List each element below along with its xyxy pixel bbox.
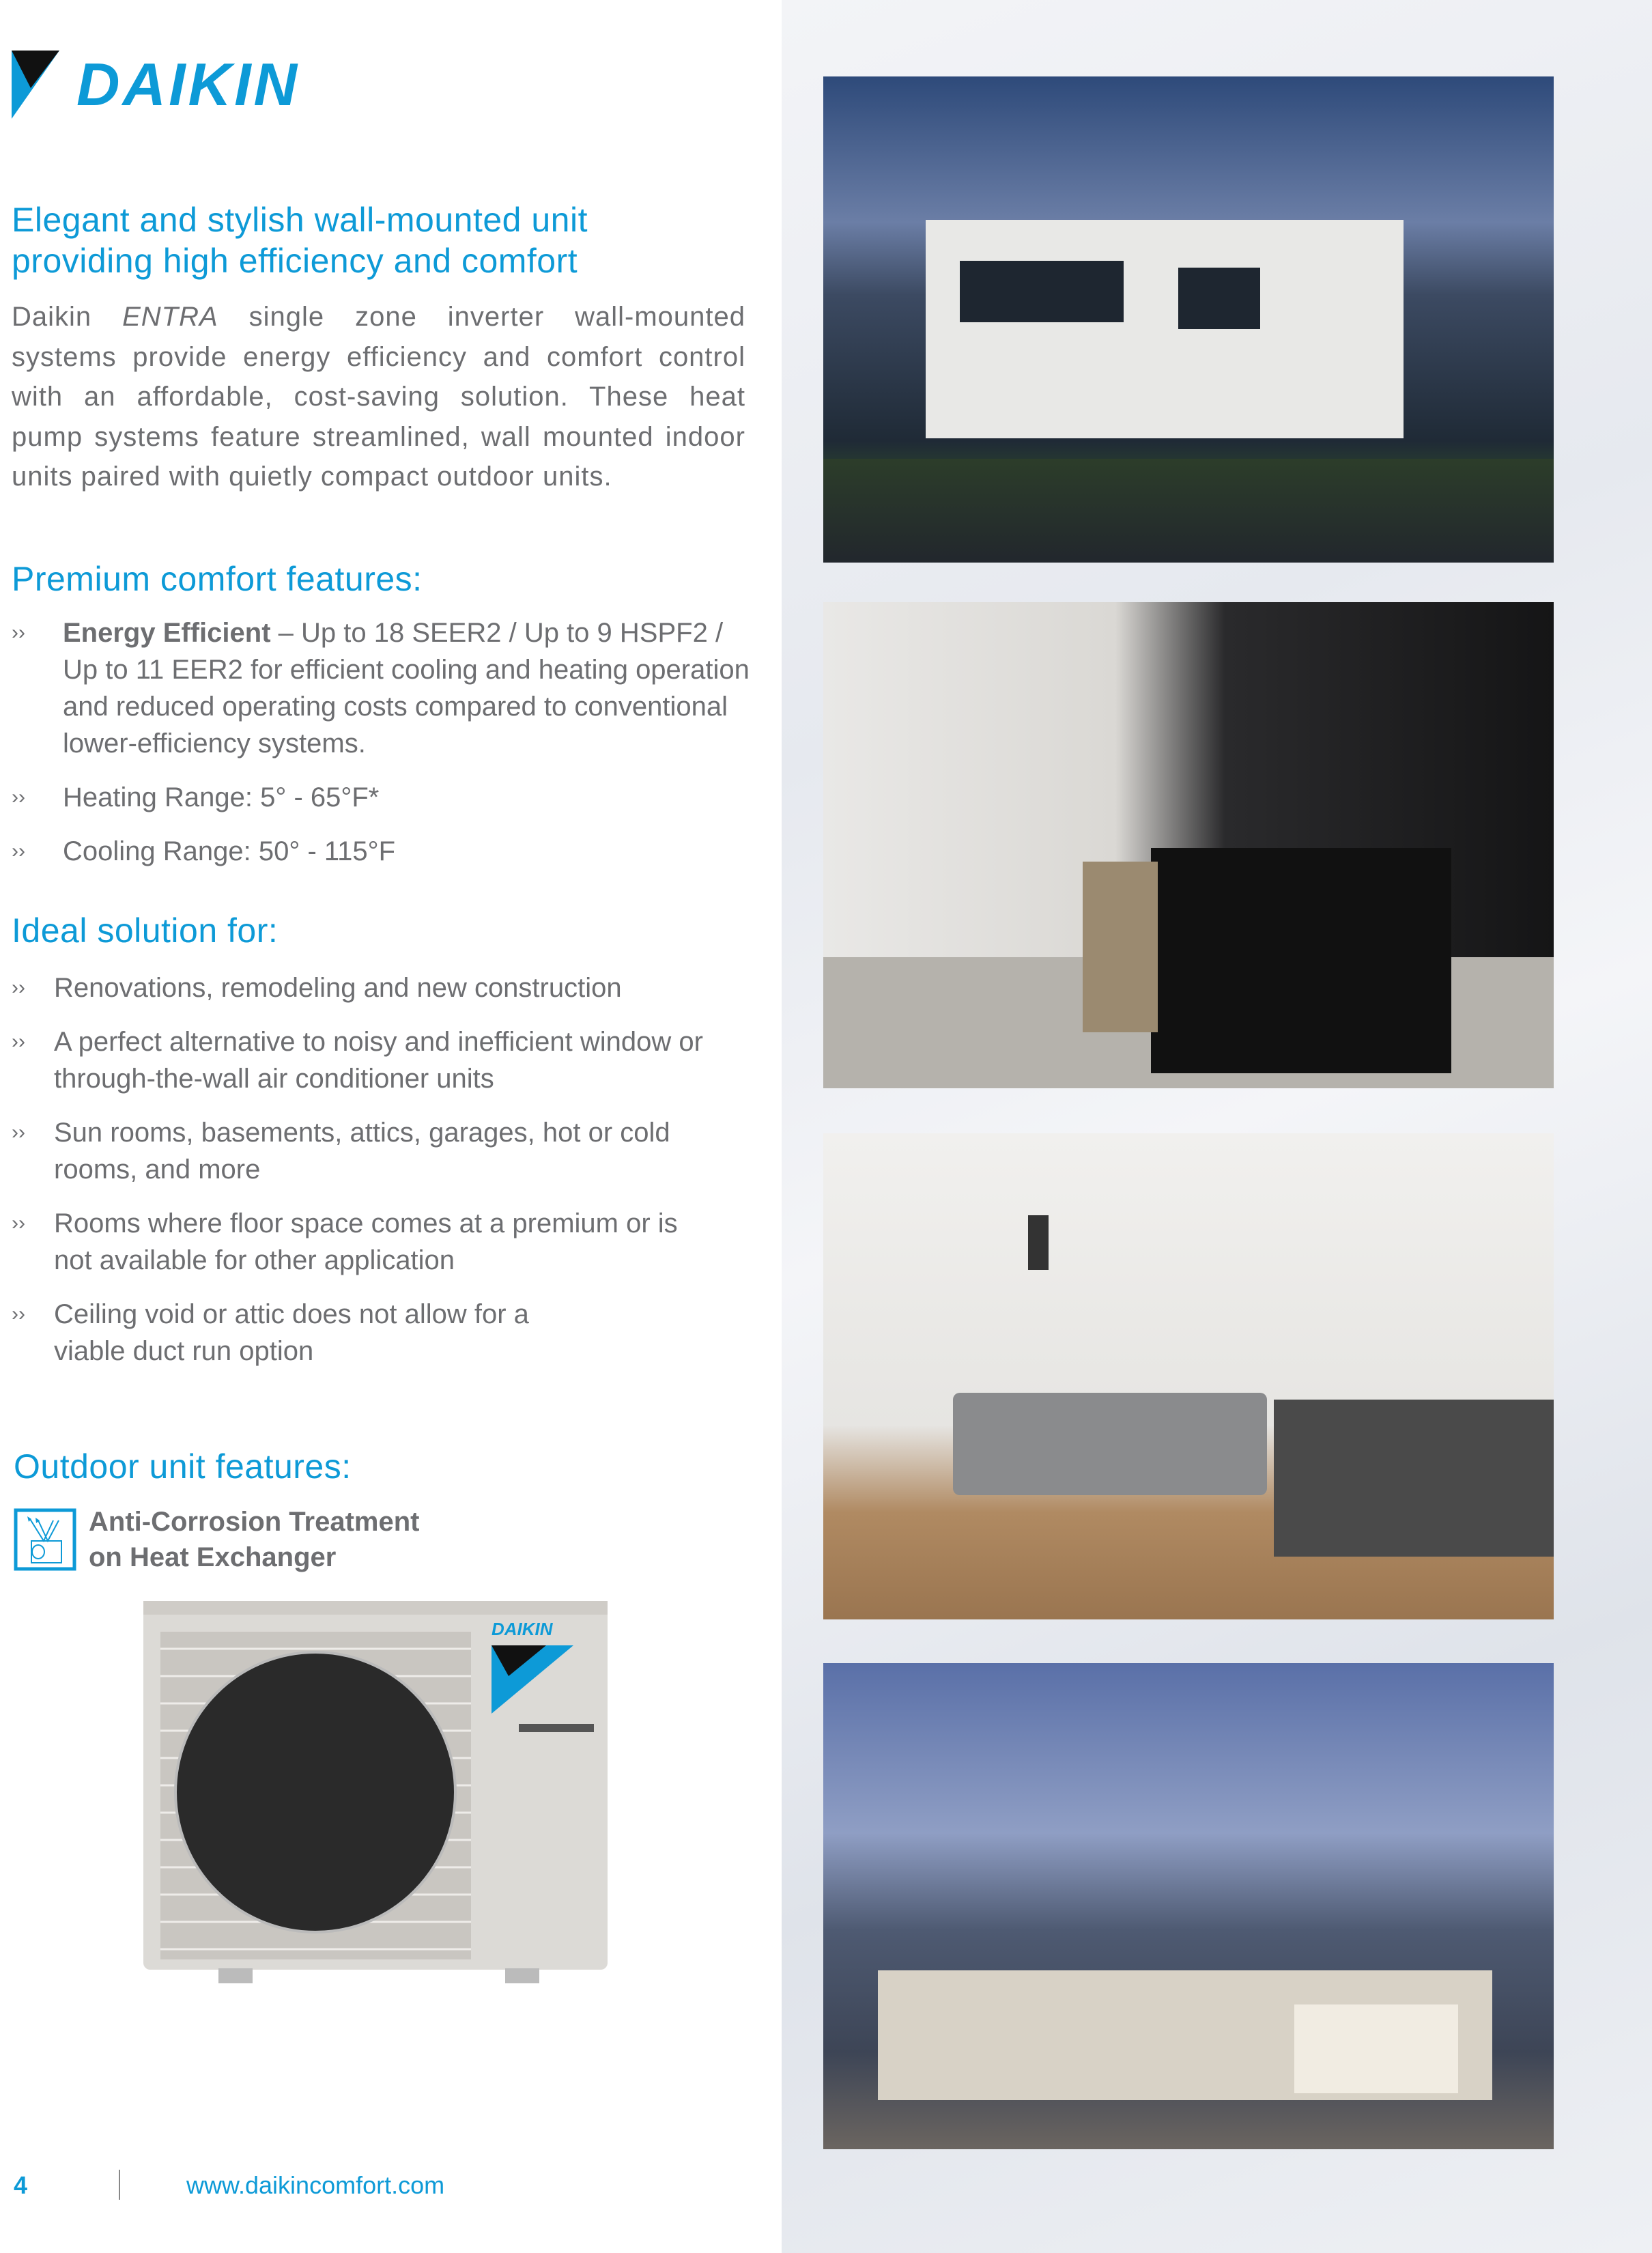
- list-item: ›› Ceiling void or attic does not allow for a viable duct run option: [12, 1299, 529, 1366]
- photo-living-room: [823, 1133, 1554, 1619]
- anti-corrosion-label: Anti-Corrosion Treatment on Heat Exchanger: [89, 1507, 420, 1572]
- svg-text:DAIKIN: DAIKIN: [76, 51, 300, 118]
- outdoor-unit-image: [137, 1594, 614, 1990]
- list-item: ›› Energy Efficient – Up to 18 SEER2 / Up to 9 HSPF2 / Up to 11 EER2 for efficient cooling and heating operation and reduced operating costs compared to conventional lower-efficiency systems.: [12, 618, 750, 759]
- website-link[interactable]: www.daikincomfort.com: [186, 2171, 445, 2199]
- headline: Elegant and stylish wall-mounted unit providing high efficiency and comfort: [12, 201, 588, 280]
- photo-suburban-house: [823, 1663, 1554, 2149]
- outdoor-title: Outdoor unit features:: [14, 1447, 352, 1486]
- list-item: ›› A perfect alternative to noisy and inefficient window or through-the-wall air conditioner units: [12, 1027, 703, 1094]
- list-item: ›› Rooms where floor space comes at a premium or is not available for other application: [12, 1208, 678, 1275]
- page-number: 4: [14, 2171, 28, 2199]
- svg-text:DAIKIN: DAIKIN: [492, 1619, 553, 1639]
- ideal-title: Ideal solution for:: [12, 911, 279, 950]
- intro-paragraph: Daikin ENTRA single zone inverter wall-mounted systems provide energy efficiency and comfort control with an affordable, cost-saving solution. These heat pump systems feature streamlined, wall mounted indoor units paired with quietly compact outdoor units.: [12, 302, 745, 492]
- premium-list: [12, 614, 752, 887]
- daikin-logo: [12, 51, 346, 119]
- list-item: ›› Sun rooms, basements, attics, garages, hot or cold rooms, and more: [12, 1118, 670, 1185]
- anti-corrosion-icon: [14, 1508, 76, 1571]
- premium-title: Premium comfort features:: [12, 560, 423, 598]
- footer-divider: [119, 2170, 120, 2200]
- photo-modern-house: [823, 76, 1554, 563]
- list-item: ›› Cooling Range: 50° - 115°F: [12, 836, 396, 866]
- photo-kitchen: [823, 602, 1554, 1088]
- ideal-list: [12, 969, 735, 1387]
- list-item: ›› Heating Range: 5° - 65°F*: [12, 782, 380, 812]
- list-item: ›› Renovations, remodeling and new construction: [12, 973, 622, 1003]
